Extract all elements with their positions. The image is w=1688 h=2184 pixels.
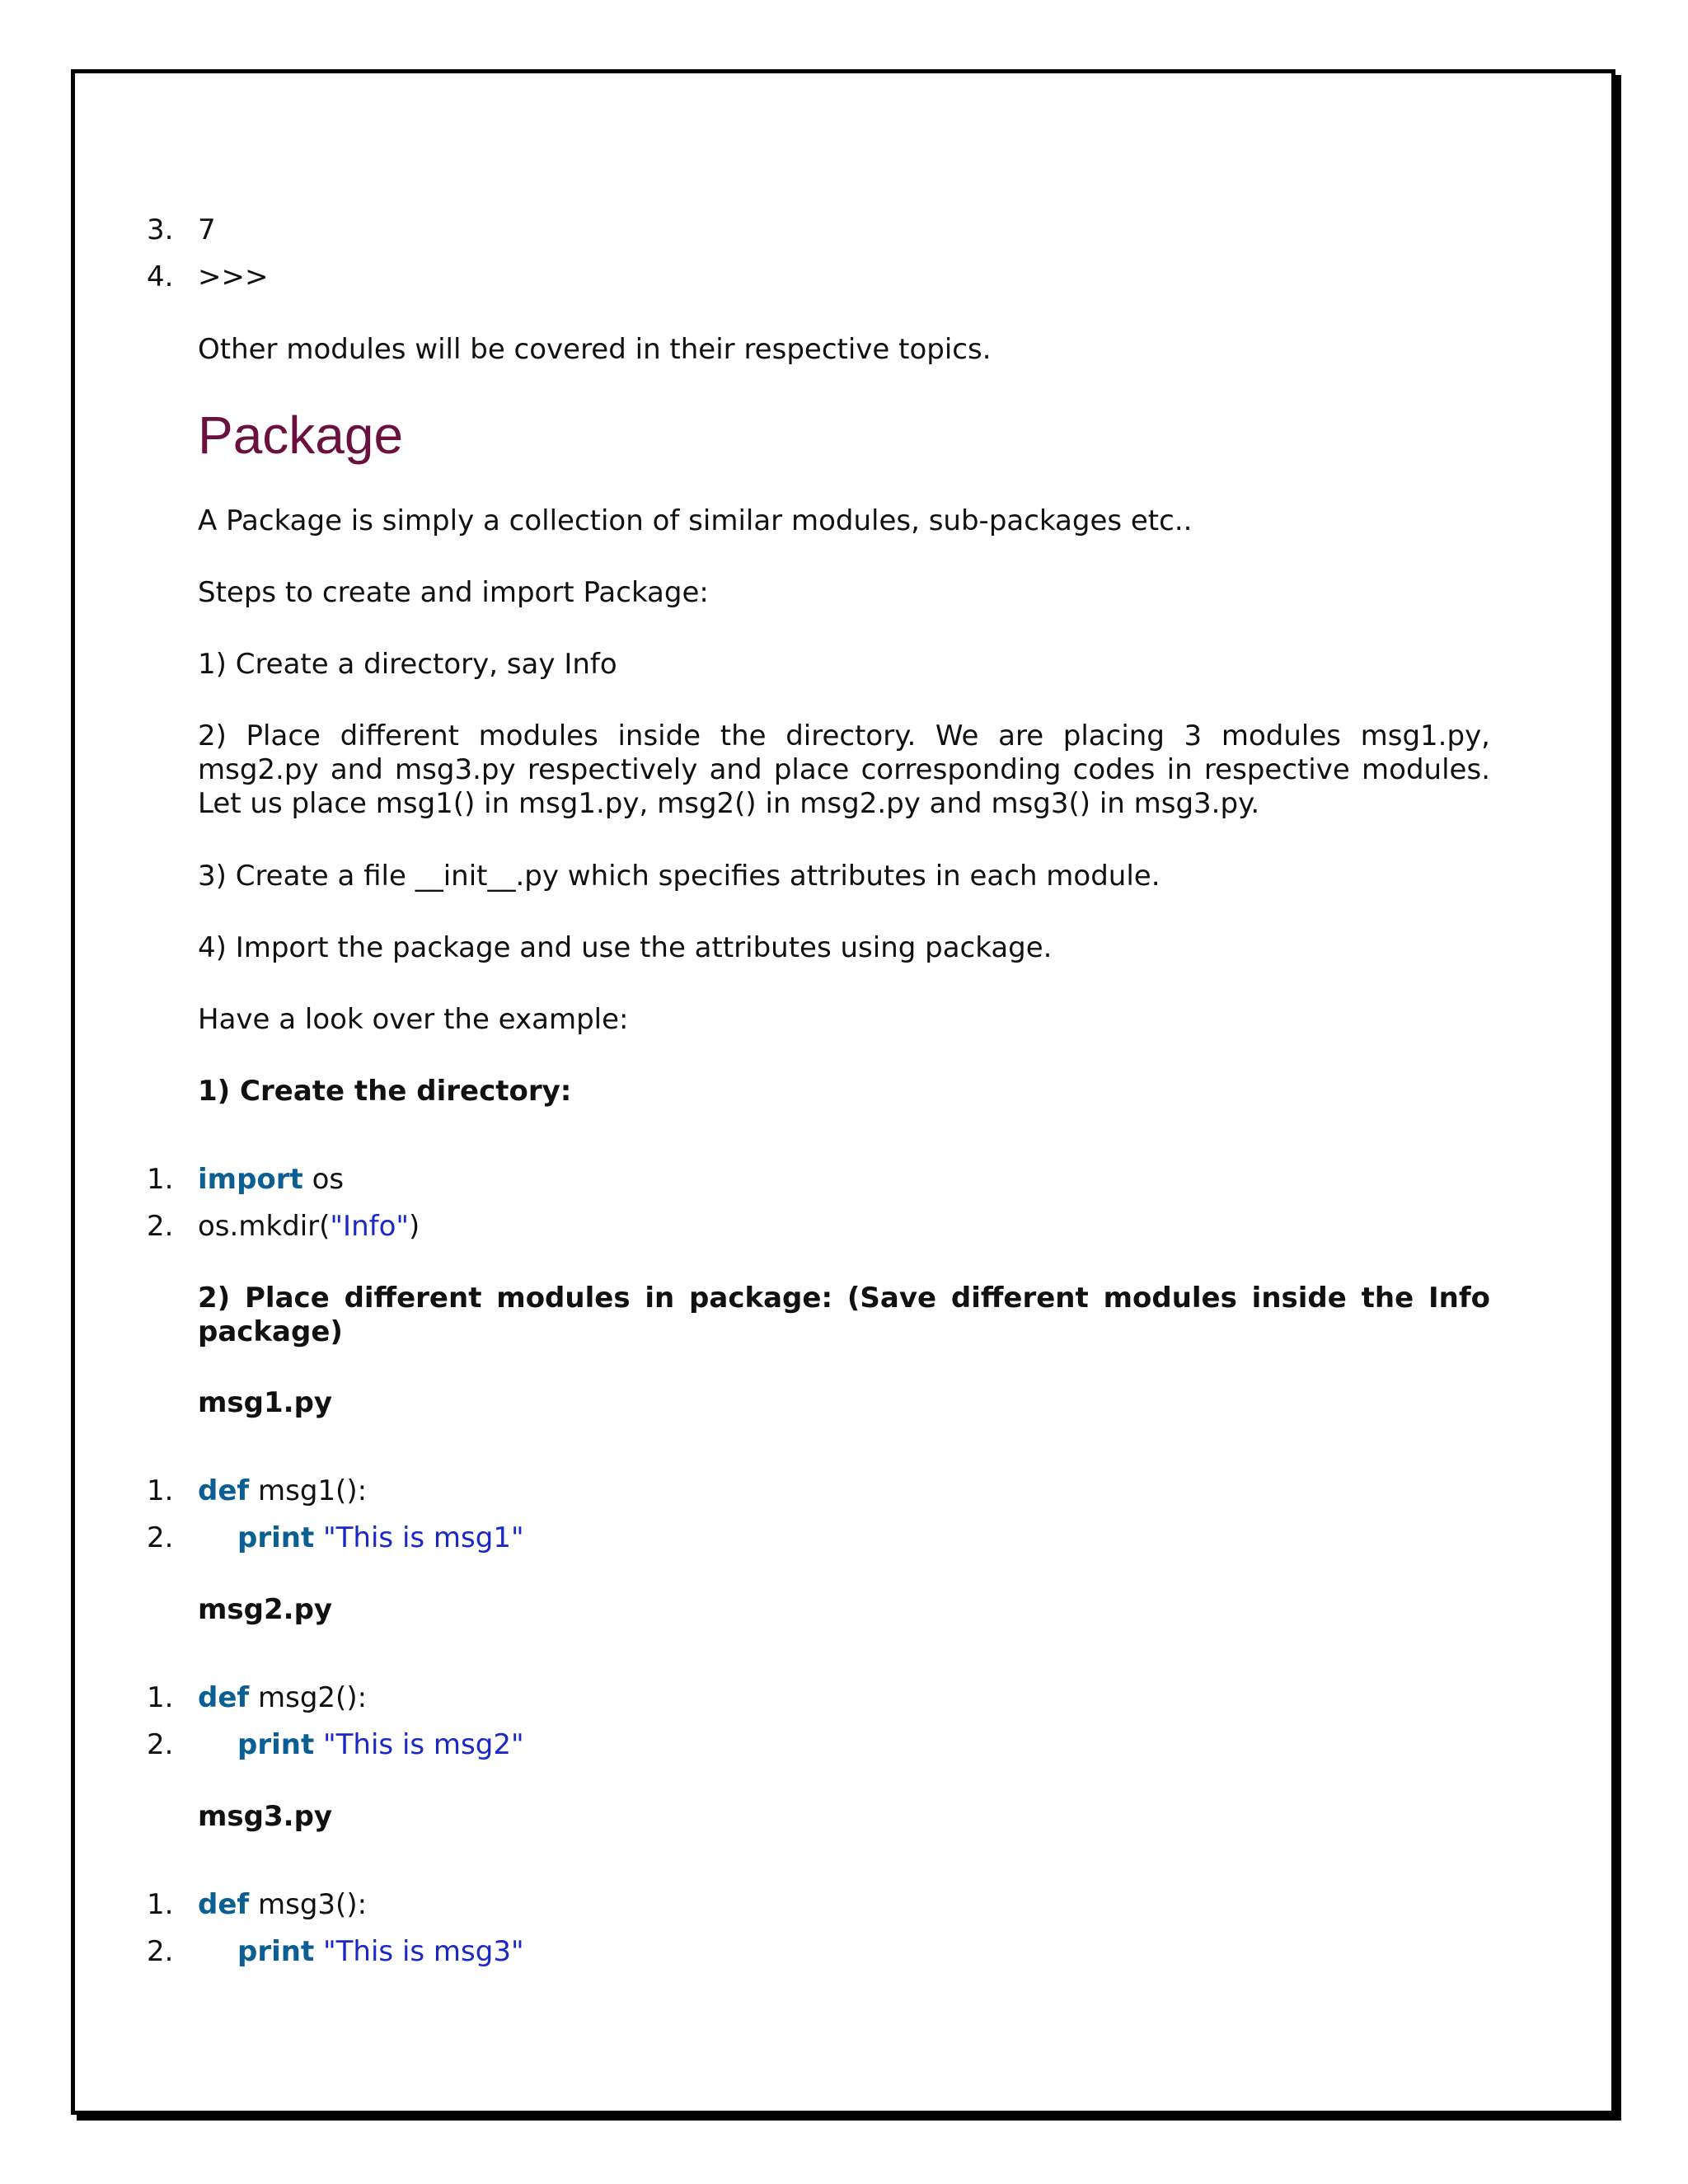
section-title: Package [198, 405, 404, 465]
code-text: msg2(): [249, 1681, 368, 1714]
code-line [237, 1935, 524, 1968]
code-line [198, 1210, 420, 1243]
code-line-number: 2. [147, 1210, 174, 1243]
definition-text: A Package is simply a collection of similar modules, sub-packages etc.. [198, 504, 1193, 537]
example-intro: Have a look over the example: [198, 1003, 629, 1036]
code-text: ) [409, 1210, 420, 1243]
code-line [237, 1521, 524, 1554]
code-line [198, 1163, 344, 1196]
list-item: >>> [198, 260, 269, 293]
step-3: 3) Create a file __init__.py which specifies attributes in each module. [198, 860, 1160, 893]
code-string: "This is msg1" [314, 1521, 524, 1554]
step2-heading: 2) Place different modules in package: (Save different modules inside the Info package) [198, 1282, 1490, 1348]
step1-heading: 1) Create the directory: [198, 1075, 572, 1108]
code-keyword: print [237, 1521, 315, 1554]
code-line-number: 1. [147, 1888, 174, 1921]
code-text: msg3(): [249, 1888, 368, 1921]
steps-intro: Steps to create and import Package: [198, 576, 709, 609]
step-2: 2) Place different modules inside the directory. We are placing 3 modules msg1.py, msg2.py and msg3.py respectively and place corresponding codes in respective modules. Let us place msg1() in msg1.py, msg2() in msg2.py and msg3() in msg3.py. [198, 719, 1490, 820]
code-text: os [302, 1163, 345, 1196]
code-line-number: 2. [147, 1935, 174, 1968]
code-string: "This is msg3" [314, 1935, 524, 1968]
code-line [198, 1888, 367, 1921]
code-line [198, 1474, 367, 1507]
module-filename: msg1.py [198, 1386, 333, 1419]
code-keyword: import [198, 1163, 303, 1196]
code-line [198, 1681, 367, 1714]
intro-text: Other modules will be covered in their respective topics. [198, 333, 992, 366]
code-line-number: 1. [147, 1163, 174, 1196]
code-text: msg1(): [249, 1474, 368, 1507]
code-line-number: 2. [147, 1728, 174, 1761]
list-number: 4. [147, 260, 174, 293]
list-number: 3. [147, 213, 174, 246]
code-line-number: 1. [147, 1681, 174, 1714]
list-item: 7 [198, 213, 216, 246]
code-string: "This is msg2" [314, 1728, 524, 1761]
code-string: "Info" [330, 1210, 410, 1243]
code-keyword: def [198, 1681, 250, 1714]
code-keyword: def [198, 1888, 250, 1921]
code-text: os.mkdir( [198, 1210, 331, 1243]
code-keyword: print [237, 1728, 315, 1761]
step-1: 1) Create a directory, say Info [198, 648, 617, 681]
code-keyword: def [198, 1474, 250, 1507]
module-filename: msg3.py [198, 1800, 333, 1833]
code-line-number: 1. [147, 1474, 174, 1507]
code-line-number: 2. [147, 1521, 174, 1554]
module-filename: msg2.py [198, 1593, 333, 1626]
code-line [237, 1728, 524, 1761]
step-4: 4) Import the package and use the attributes using package. [198, 931, 1053, 964]
code-keyword: print [237, 1935, 315, 1968]
